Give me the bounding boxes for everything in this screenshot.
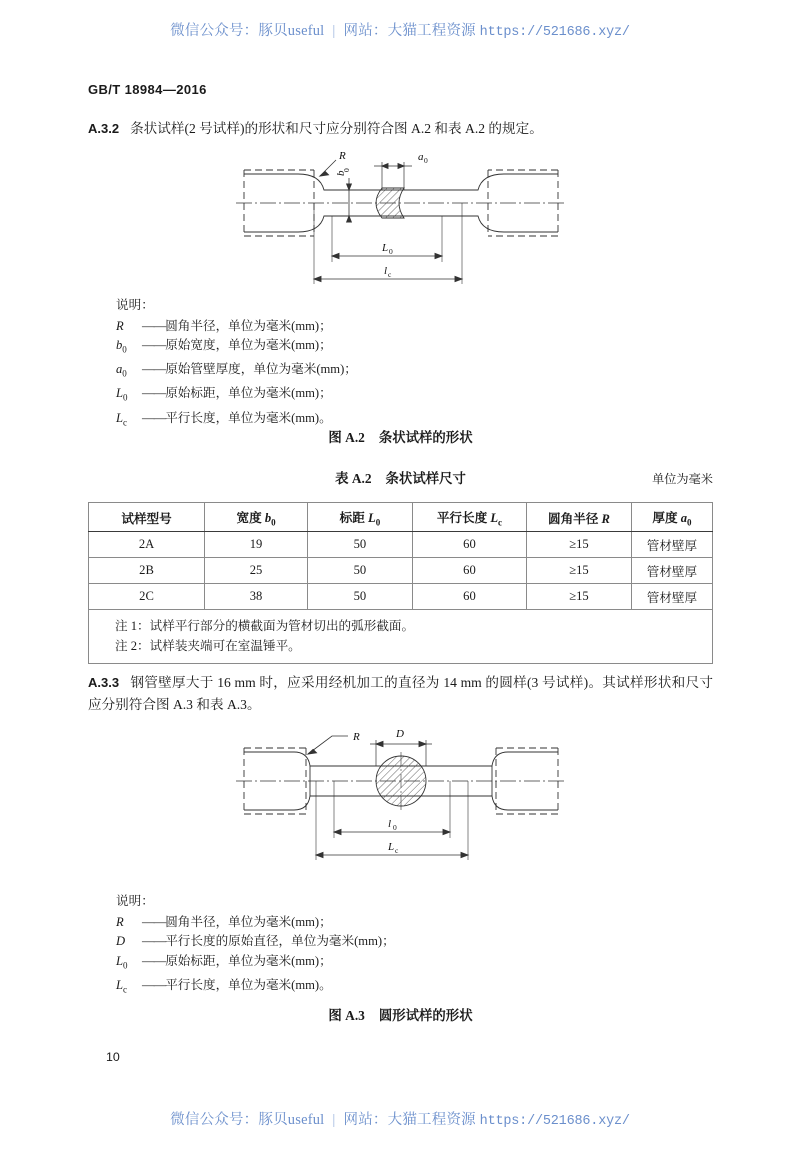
legend-title-a2: 说明： — [116, 298, 154, 312]
section-text-a32: 条状试样(2 号试样)的形状和尺寸应分别符合图 A.2 和表 A.2 的规定。 — [130, 121, 543, 136]
figure-a2-label-thickness-sub: 0 — [423, 156, 428, 165]
table-a2-title — [88, 468, 713, 487]
table-cell-width: 25 — [205, 558, 308, 584]
table-cell-thickness: 管材壁厚 — [631, 532, 712, 558]
legend-item: $a_0$ ——原始管壁厚度，单位为毫米(mm)； — [116, 360, 357, 384]
figure-a2-drawing — [236, 148, 566, 290]
legend-symbol: $a_0$ — [116, 362, 127, 379]
legend-symbol: $L_c$ — [116, 410, 128, 428]
paragraph-a33 — [88, 672, 713, 716]
legend-symbol: $L_0$ — [116, 953, 128, 971]
figure-a2-legend — [116, 296, 357, 433]
watermark-separator: | — [332, 1112, 336, 1128]
figure-a3-caption-text: 圆形试样的形状 — [378, 1008, 473, 1023]
figure-a2-caption — [88, 427, 713, 446]
figure-a2-label-gauge-sub: 0 — [388, 247, 393, 256]
table-cell-parallel: 60 — [412, 584, 526, 610]
figure-a3-legend — [116, 892, 395, 1000]
table-cell-width: 38 — [205, 584, 308, 610]
figure-a2-label-width-sub: 0 — [341, 168, 351, 172]
figure-a3-caption — [88, 1005, 713, 1024]
watermark-wechat-label: 微信公众号： — [170, 23, 259, 39]
table-header-cell: 试样型号 — [89, 503, 205, 532]
table-cell-parallel: 60 — [412, 558, 526, 584]
table-cell-model: 2A — [89, 532, 205, 558]
table-cell-radius: ≥15 — [527, 558, 632, 584]
table-cell-thickness: 管材壁厚 — [631, 584, 712, 610]
figure-a2-label-thickness: a — [417, 151, 423, 163]
legend-symbol: R — [116, 318, 124, 333]
table-cell-parallel: 60 — [412, 532, 526, 558]
table-notes — [89, 610, 713, 664]
watermark-url: https://521686.xyz/ — [479, 1114, 630, 1129]
figure-a2-label-parallel: l — [383, 265, 387, 277]
table-cell-width: 19 — [205, 532, 308, 558]
figure-a2-label-gauge: L — [381, 242, 388, 254]
table-row — [89, 532, 713, 558]
figure-a3-label-gauge-sub: 0 — [392, 823, 397, 832]
table-cell-radius: ≥15 — [527, 584, 632, 610]
figure-a3 — [88, 726, 713, 866]
figure-a2 — [88, 148, 713, 290]
watermark-site-value: 大猫工程资源 — [387, 23, 476, 39]
legend-item: R ——圆角半径，单位为毫米(mm)； — [116, 317, 357, 337]
table-row — [89, 584, 713, 610]
legend-desc: 圆角半径，单位为毫米(mm)； — [165, 318, 332, 333]
table-a2-title-label: 表 A.2 — [335, 471, 372, 486]
legend-item: $L_c$ ——平行长度，单位为毫米(mm)。 — [116, 409, 357, 433]
watermark-site-label: 网站： — [343, 23, 388, 39]
legend-desc: 圆角半径，单位为毫米(mm)； — [165, 914, 332, 929]
legend-symbol: $b_0$ — [116, 338, 127, 355]
legend-desc: 平行长度的原始直径，单位为毫米(mm)； — [165, 934, 395, 949]
page-content — [88, 0, 713, 1158]
watermark-bottom — [0, 1108, 800, 1129]
legend-desc: 原始标距，单位为毫米(mm)； — [165, 386, 332, 401]
legend-symbol: $L_0$ — [116, 386, 128, 403]
figure-a3-label-gauge: l — [387, 818, 391, 830]
table-a2-unit-note: 单位为毫米 — [652, 472, 713, 486]
section-number-a32: A.3.2 — [88, 121, 120, 136]
figure-a2-caption-label: 图 A.2 — [328, 430, 365, 445]
watermark-url: https://521686.xyz/ — [479, 25, 630, 40]
table-cell-gauge: 50 — [308, 532, 413, 558]
table-cell-gauge: 50 — [308, 558, 413, 584]
legend-item: $L_0$ ——原始标距，单位为毫米(mm)； — [116, 384, 357, 408]
table-header-cell: 厚度 $a_0$ — [631, 503, 712, 532]
table-header-cell: 标距 $L_0$ — [308, 503, 413, 532]
legend-desc: 原始标距，单位为毫米(mm)； — [165, 953, 332, 968]
legend-desc: 原始管壁厚度，单位为毫米(mm)； — [165, 362, 357, 377]
page-number: 10 — [106, 1050, 120, 1064]
legend-title-a3: 说明： — [116, 894, 154, 908]
watermark-site-value: 大猫工程资源 — [387, 1112, 476, 1128]
figure-a3-label-parallel-sub: c — [394, 846, 398, 855]
legend-item: R ——圆角半径，单位为毫米(mm)； — [116, 913, 395, 933]
table-notes-row — [89, 610, 713, 664]
legend-symbol: R — [116, 914, 124, 929]
standard-number: GB/T 18984—2016 — [88, 82, 207, 97]
figure-a2-label-parallel-sub: c — [387, 270, 391, 279]
table-a2 — [88, 502, 713, 664]
watermark-site-label: 网站： — [343, 1112, 388, 1128]
legend-symbol: D — [116, 934, 126, 949]
table-note-1: 注 1：试样平行部分的横截面为管材切出的弧形截面。 — [115, 619, 415, 633]
table-cell-model: 2C — [89, 584, 205, 610]
watermark-wechat-value: 豚贝useful — [258, 23, 325, 39]
legend-desc: 平行长度，单位为毫米(mm)。 — [165, 410, 332, 425]
legend-item: $b_0$ ——原始宽度，单位为毫米(mm)； — [116, 336, 357, 360]
watermark-separator: | — [332, 23, 336, 39]
watermark-wechat-label: 微信公众号： — [170, 1112, 259, 1128]
table-cell-radius: ≥15 — [527, 532, 632, 558]
legend-symbol: $L_c$ — [116, 977, 128, 995]
table-cell-model: 2B — [89, 558, 205, 584]
legend-item: $L_0$ ——原始标距，单位为毫米(mm)； — [116, 952, 395, 976]
section-text-a33: 钢管壁厚大于 16 mm 时，应采用经机加工的直径为 14 mm 的圆样(3 号试样)。其试样形状和尺寸应分别符合图 A.3 和表 A.3。 — [88, 675, 713, 712]
table-a2-title-text: 条状试样尺寸 — [385, 471, 466, 486]
table-note-2: 注 2：试样装夹端可在室温锤平。 — [115, 639, 301, 653]
legend-desc: 平行长度，单位为毫米(mm)。 — [165, 977, 332, 992]
table-header-cell: 宽度 $b_0$ — [205, 503, 308, 532]
table-cell-thickness: 管材壁厚 — [631, 558, 712, 584]
section-number-a33: A.3.3 — [88, 675, 120, 690]
legend-desc: 原始宽度，单位为毫米(mm)； — [165, 338, 332, 353]
figure-a2-caption-text: 条状试样的形状 — [378, 430, 473, 445]
figure-a2-label-radius: R — [338, 150, 346, 162]
legend-item: $L_c$ ——平行长度，单位为毫米(mm)。 — [116, 976, 395, 1000]
figure-a3-label-radius: R — [352, 731, 360, 743]
figure-a3-drawing — [236, 726, 566, 866]
table-header-cell: 平行长度 $L_c$ — [412, 503, 526, 532]
figure-a3-label-diameter: D — [395, 728, 404, 740]
paragraph-a32 — [88, 118, 713, 140]
figure-a2-label-width: b — [334, 170, 347, 176]
table-header-cell: 圆角半径 R — [527, 503, 632, 532]
table-cell-gauge: 50 — [308, 584, 413, 610]
figure-a3-caption-label: 图 A.3 — [328, 1008, 365, 1023]
legend-item: D ——平行长度的原始直径，单位为毫米(mm)； — [116, 932, 395, 952]
table-header-row — [89, 503, 713, 532]
table-row — [89, 558, 713, 584]
watermark-wechat-value: 豚贝useful — [258, 1112, 325, 1128]
figure-a3-label-parallel: L — [387, 841, 394, 853]
